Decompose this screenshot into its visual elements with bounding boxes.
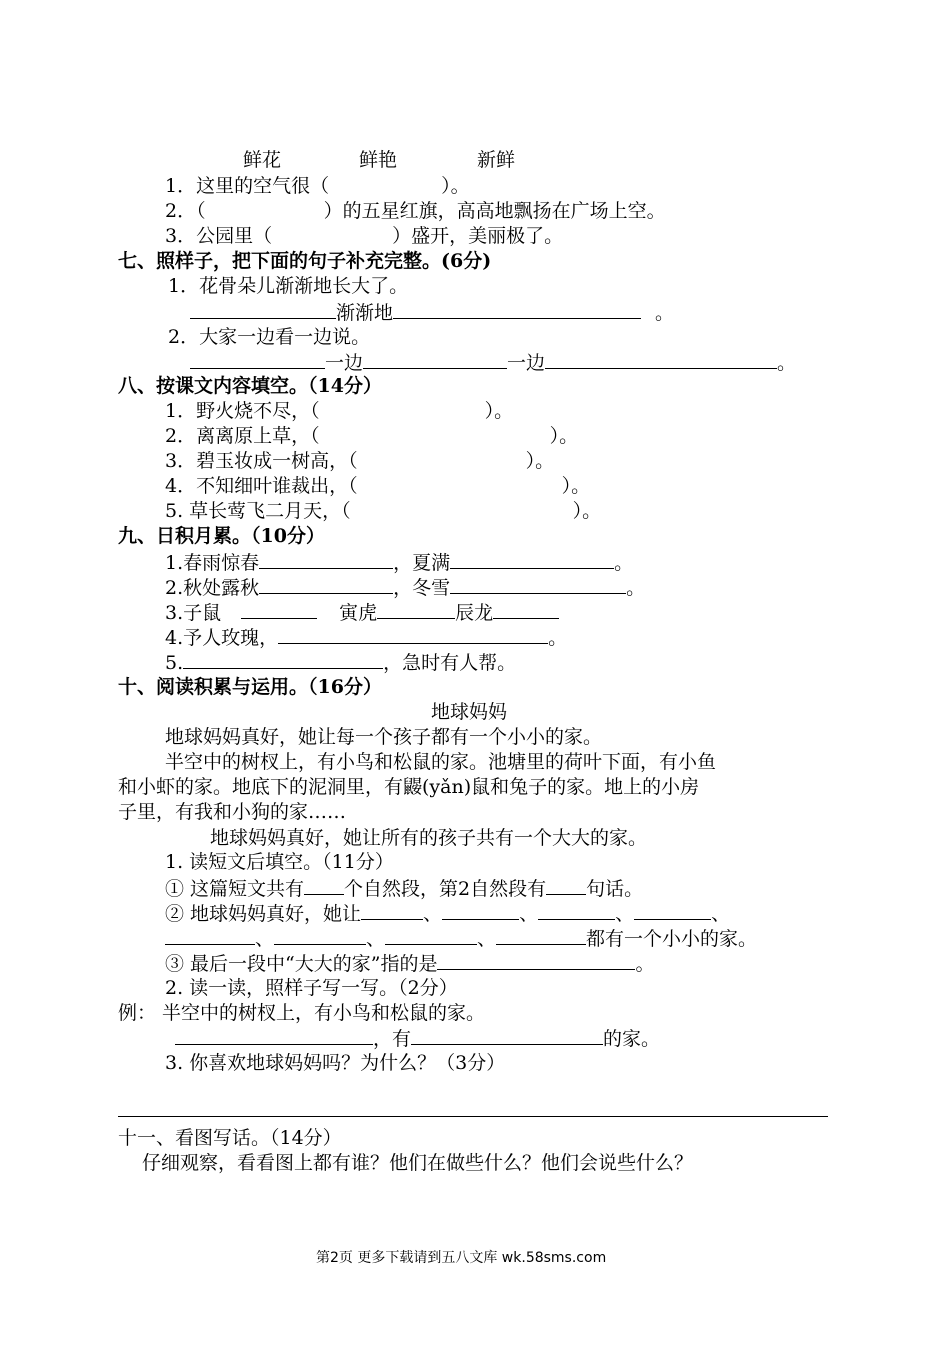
passage-p2-line-1: 半空中的树杈上，有小鸟和松鼠的家。池塘里的荷叶下面，有小鱼 xyxy=(165,751,717,773)
passage-p3: 地球妈妈真好，她让所有的孩子共有一个大大的家。 xyxy=(210,827,648,849)
s6-item-2-text: 2．（ xyxy=(165,200,206,222)
word-2: 鲜艳 xyxy=(359,149,398,171)
blank[interactable] xyxy=(411,1026,603,1045)
q1-a xyxy=(165,876,643,901)
blank[interactable] xyxy=(190,350,325,369)
s9-line-2 xyxy=(165,575,645,600)
s6-item-1-end: ）。 xyxy=(441,175,470,197)
s7-fill-1 xyxy=(190,300,674,325)
s8-item-5-text: 5. 草长莺飞二月天，（ xyxy=(165,500,351,522)
word-bank xyxy=(243,148,515,172)
blank[interactable] xyxy=(450,550,614,569)
q1-heading: 1. 读短文后填空。（11分） xyxy=(165,851,394,873)
s8-item-5-end: ）。 xyxy=(572,500,602,522)
blank[interactable] xyxy=(183,650,383,669)
section-11-heading: 十一、看图写话。（14分） xyxy=(118,1127,342,1149)
s9-line-5-b: ，急时有人帮。 xyxy=(383,652,517,674)
s9-line-2-c: 。 xyxy=(626,577,646,599)
q2-fill-b: 的家。 xyxy=(603,1028,661,1050)
blank[interactable] xyxy=(363,350,507,369)
blank[interactable] xyxy=(538,901,615,920)
s6-item-1 xyxy=(165,174,470,198)
q1-a-text-2: 个自然段，第2自然段有 xyxy=(344,878,547,900)
s6-item-2 xyxy=(165,199,666,223)
section-8-heading: 八、按课文内容填空。（14分） xyxy=(118,375,382,397)
s8-item-1 xyxy=(165,399,513,423)
blank[interactable] xyxy=(278,625,548,644)
s9-line-5-a: 5. xyxy=(165,652,184,674)
blank[interactable] xyxy=(546,876,586,895)
blank[interactable] xyxy=(634,901,711,920)
s7-fill-2-end: 。 xyxy=(777,352,797,374)
s6-item-2-end: ）的五星红旗，高高地飘扬在广场上空。 xyxy=(323,200,666,222)
s7-fill-2-word-b: 一边 xyxy=(507,352,546,374)
blank[interactable] xyxy=(437,951,635,970)
s8-item-5 xyxy=(165,499,601,523)
q1-a-text-3: 句话。 xyxy=(586,878,644,900)
blank[interactable] xyxy=(442,901,519,920)
sep: 、 xyxy=(477,928,497,950)
s7-fill-2 xyxy=(190,350,796,375)
s8-item-1-end: ）。 xyxy=(484,400,514,422)
q1-b-line-1 xyxy=(165,901,730,926)
s9-line-2-a: 2.秋处露秋 xyxy=(165,577,260,599)
s9-line-5 xyxy=(165,650,516,675)
blank[interactable] xyxy=(259,575,393,594)
s9-line-1 xyxy=(165,550,633,575)
s8-item-3 xyxy=(165,449,554,473)
s9-line-1-c: 。 xyxy=(614,552,634,574)
s9-line-4-b: 。 xyxy=(548,627,568,649)
sep: 、 xyxy=(423,903,443,925)
q2-heading: 2. 读一读，照样子写一写。（2分） xyxy=(165,977,458,999)
q3-heading: 3. 你喜欢地球妈妈吗？为什么？（3分） xyxy=(165,1052,506,1074)
passage-p1: 地球妈妈真好，她让每一个孩子都有一个小小的家。 xyxy=(165,726,603,748)
s7-example-2: 2．大家一边看一边说。 xyxy=(168,326,371,348)
s8-item-3-text: 3．碧玉妆成一树高，（ xyxy=(165,450,358,472)
sep: 、 xyxy=(519,903,539,925)
blank[interactable] xyxy=(496,926,586,945)
q2-fill xyxy=(175,1026,660,1051)
blank[interactable] xyxy=(274,926,366,945)
s8-item-4-text: 4．不知细叶谁裁出，（ xyxy=(165,475,358,497)
blank[interactable] xyxy=(545,350,777,369)
s8-item-4 xyxy=(165,474,590,498)
s9-line-3 xyxy=(165,600,559,625)
passage-p2-line-2: 和小虾的家。地底下的泥洞里，有鼹(yǎn)鼠和兔子的家。地上的小房 xyxy=(118,776,700,798)
s6-item-3 xyxy=(165,224,563,248)
s7-example-1: 1．花骨朵儿渐渐地长大了。 xyxy=(168,275,409,297)
blank[interactable] xyxy=(259,550,393,569)
s7-fill-1-word: 渐渐地 xyxy=(336,302,394,324)
s7-fill-2-word-a: 一边 xyxy=(325,352,364,374)
word-1: 鲜花 xyxy=(243,149,282,171)
s6-item-3-end: ）盛开，美丽极了。 xyxy=(392,225,564,247)
s8-item-2 xyxy=(165,424,578,448)
s8-item-2-text: 2．离离原上草，（ xyxy=(165,425,320,447)
section-9-heading: 九、日积月累。（10分） xyxy=(118,525,325,547)
blank[interactable] xyxy=(385,926,477,945)
sep: 、 xyxy=(255,928,275,950)
blank[interactable] xyxy=(165,926,255,945)
blank[interactable] xyxy=(175,1026,373,1045)
s8-item-4-end: ）。 xyxy=(561,475,591,497)
s8-item-2-end: ）。 xyxy=(549,425,579,447)
blank[interactable] xyxy=(361,901,423,920)
q1-c xyxy=(165,951,654,976)
q1-a-text-1: ① 这篇短文共有 xyxy=(165,878,305,900)
word-3: 新鲜 xyxy=(477,149,516,171)
blank[interactable] xyxy=(190,300,336,319)
s9-line-4-a: 4.予人玫瑰， xyxy=(165,627,279,649)
page-footer: 第2页 更多下载请到五八文库 wk.58sms.com xyxy=(316,1250,607,1266)
blank[interactable] xyxy=(493,600,559,619)
section-10-heading: 十、阅读积累与运用。（16分） xyxy=(118,676,382,698)
q1-b-line-2 xyxy=(165,926,757,951)
s9-line-2-b: ，冬雪 xyxy=(393,577,451,599)
s9-line-1-b: ，夏满 xyxy=(393,552,451,574)
q1-c-text: ③ 最后一段中“大大的家”指的是 xyxy=(165,953,438,975)
s8-item-3-end: ）。 xyxy=(525,450,555,472)
answer-line[interactable] xyxy=(118,1116,828,1117)
s7-fill-1-end: 。 xyxy=(655,302,675,324)
q1-b-end: 都有一个小小的家。 xyxy=(586,928,758,950)
q2-fill-a: ，有 xyxy=(373,1028,412,1050)
section-11-prompt: 仔细观察，看看图上都有谁？他们在做些什么？他们会说些什么？ xyxy=(142,1152,694,1174)
sep: 、 xyxy=(615,903,635,925)
sep: 、 xyxy=(366,928,386,950)
s6-item-1-text: 1．这里的空气很（ xyxy=(165,175,330,197)
blank[interactable] xyxy=(241,600,317,619)
q2-example: 例： 半空中的树杈上，有小鸟和松鼠的家。 xyxy=(118,1002,486,1024)
s9-line-4 xyxy=(165,625,567,650)
passage-p2-line-3: 子里，有我和小狗的家…… xyxy=(118,801,347,823)
s9-line-3-c: 辰龙 xyxy=(455,602,494,624)
q1-c-end: 。 xyxy=(635,953,655,975)
blank[interactable] xyxy=(304,876,344,895)
blank[interactable] xyxy=(450,575,626,594)
section-7-heading: 七、照样子，把下面的句子补充完整。(6分) xyxy=(118,250,492,272)
s9-line-3-b: 寅虎 xyxy=(339,602,378,624)
s9-line-3-a: 3.子鼠 xyxy=(165,602,222,624)
s6-item-3-text: 3．公园里（ xyxy=(165,225,273,247)
passage-title: 地球妈妈 xyxy=(431,701,508,723)
blank[interactable] xyxy=(377,600,455,619)
blank[interactable] xyxy=(393,300,641,319)
sep: 、 xyxy=(711,903,731,925)
s8-item-1-text: 1．野火烧不尽，（ xyxy=(165,400,320,422)
q1-b-text: ② 地球妈妈真好，她让 xyxy=(165,903,362,925)
s9-line-1-a: 1.春雨惊春 xyxy=(165,552,260,574)
